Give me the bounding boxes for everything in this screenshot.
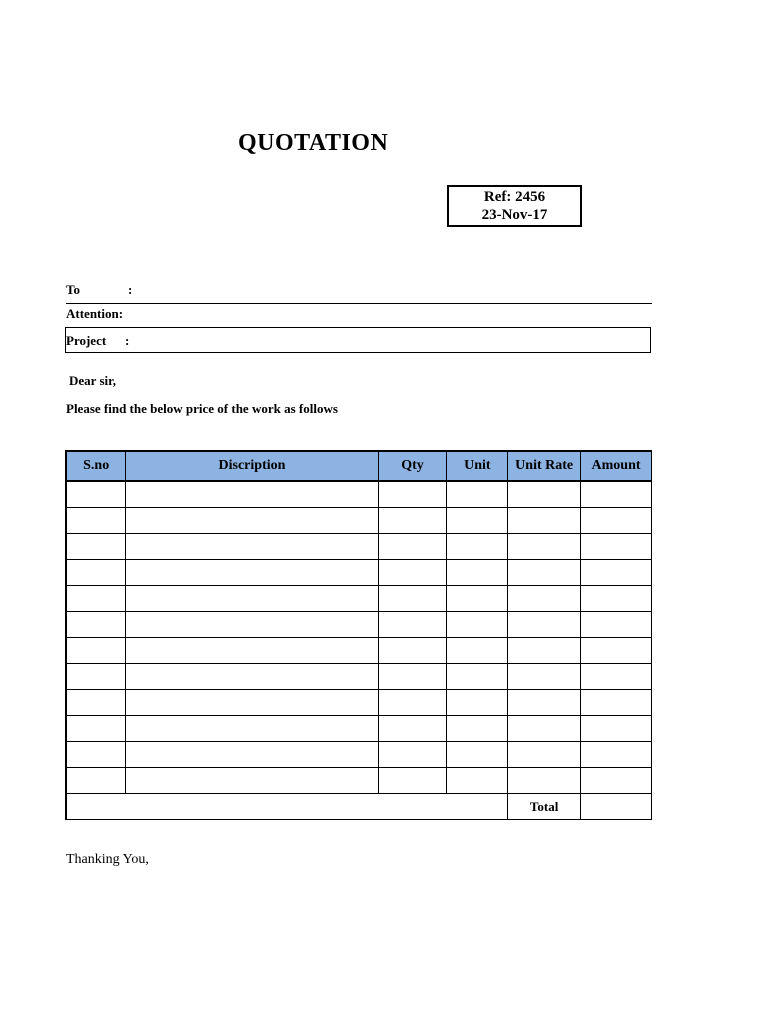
attention-label: Attention: [66, 306, 124, 321]
table-row [66, 690, 652, 716]
cell-amount[interactable] [581, 768, 652, 794]
total-row [66, 794, 652, 820]
cell-unit[interactable] [447, 586, 508, 612]
cell-amount[interactable] [581, 586, 652, 612]
cell-description[interactable] [126, 586, 378, 612]
cell-sno[interactable] [66, 716, 126, 742]
cell-amount[interactable] [581, 742, 652, 768]
quotation-table [65, 450, 652, 820]
cell-unit[interactable] [447, 638, 508, 664]
cell-description[interactable] [126, 534, 378, 560]
table-row [66, 716, 652, 742]
cell-unit[interactable] [447, 716, 508, 742]
cell-description[interactable] [126, 690, 378, 716]
project-field [65, 327, 651, 353]
cell-description[interactable] [126, 716, 378, 742]
cell-amount[interactable] [581, 612, 652, 638]
cell-unit[interactable] [447, 534, 508, 560]
cell-qty[interactable] [378, 481, 447, 508]
header-amount: Amount [581, 451, 652, 481]
cell-amount[interactable] [581, 716, 652, 742]
cell-unit-rate[interactable] [508, 586, 581, 612]
cell-unit-rate[interactable] [508, 638, 581, 664]
cell-unit[interactable] [447, 508, 508, 534]
table-row [66, 612, 652, 638]
cell-qty[interactable] [378, 638, 447, 664]
total-spacer [66, 794, 508, 820]
cell-amount[interactable] [581, 508, 652, 534]
cell-description[interactable] [126, 508, 378, 534]
cell-qty[interactable] [378, 742, 447, 768]
cell-sno[interactable] [66, 560, 126, 586]
cell-amount[interactable] [581, 690, 652, 716]
cell-unit-rate[interactable] [508, 534, 581, 560]
cell-sno[interactable] [66, 586, 126, 612]
closing-text: Thanking You, [66, 852, 149, 867]
cell-unit[interactable] [447, 664, 508, 690]
total-amount-cell[interactable] [581, 794, 652, 820]
cell-unit[interactable] [447, 690, 508, 716]
cell-sno[interactable] [66, 690, 126, 716]
cell-unit[interactable] [447, 560, 508, 586]
table-row [66, 664, 652, 690]
cell-unit-rate[interactable] [508, 716, 581, 742]
cell-description[interactable] [126, 560, 378, 586]
cell-qty[interactable] [378, 768, 447, 794]
cell-description[interactable] [126, 481, 378, 508]
cell-amount[interactable] [581, 534, 652, 560]
table-body [66, 481, 652, 794]
cell-unit-rate[interactable] [508, 742, 581, 768]
cell-qty[interactable] [378, 586, 447, 612]
cell-sno[interactable] [66, 508, 126, 534]
cell-unit[interactable] [447, 768, 508, 794]
cell-sno[interactable] [66, 612, 126, 638]
table-row [66, 560, 652, 586]
project-colon: : [125, 333, 130, 348]
cell-unit-rate[interactable] [508, 768, 581, 794]
cell-unit-rate[interactable] [508, 664, 581, 690]
cell-unit[interactable] [447, 481, 508, 508]
cell-qty[interactable] [378, 534, 447, 560]
intro-text: Please find the below price of the work as follows [66, 401, 338, 416]
project-label: Project [66, 333, 107, 348]
reference-number: Ref: 2456 [483, 189, 546, 205]
table-header-row [66, 451, 652, 481]
cell-sno[interactable] [66, 481, 126, 508]
header-unit-rate: Unit Rate [508, 451, 581, 481]
cell-description[interactable] [126, 742, 378, 768]
header-description: Discription [126, 451, 378, 481]
table-row [66, 534, 652, 560]
cell-description[interactable] [126, 768, 378, 794]
to-field [66, 282, 652, 304]
cell-amount[interactable] [581, 481, 652, 508]
cell-sno[interactable] [66, 742, 126, 768]
cell-unit-rate[interactable] [508, 560, 581, 586]
cell-qty[interactable] [378, 508, 447, 534]
cell-sno[interactable] [66, 534, 126, 560]
total-label: Total [508, 794, 581, 820]
table-row [66, 481, 652, 508]
table-row [66, 586, 652, 612]
reference-date: 23-Nov-17 [481, 207, 548, 223]
cell-qty[interactable] [378, 716, 447, 742]
to-colon: : [128, 282, 133, 297]
cell-unit-rate[interactable] [508, 481, 581, 508]
table-row [66, 742, 652, 768]
cell-description[interactable] [126, 612, 378, 638]
reference-box [447, 185, 582, 227]
cell-amount[interactable] [581, 638, 652, 664]
cell-unit-rate[interactable] [508, 690, 581, 716]
header-unit: Unit [447, 451, 508, 481]
cell-qty[interactable] [378, 612, 447, 638]
header-qty: Qty [378, 451, 447, 481]
cell-qty[interactable] [378, 690, 447, 716]
cell-sno[interactable] [66, 664, 126, 690]
cell-unit[interactable] [447, 612, 508, 638]
attention-field [66, 306, 652, 326]
greeting: Dear sir, [69, 373, 116, 388]
cell-description[interactable] [126, 664, 378, 690]
cell-amount[interactable] [581, 560, 652, 586]
cell-unit-rate[interactable] [508, 612, 581, 638]
cell-unit[interactable] [447, 742, 508, 768]
header-sno: S.no [66, 451, 126, 481]
cell-qty[interactable] [378, 664, 447, 690]
document-title: QUOTATION [238, 130, 389, 156]
to-label: To [66, 282, 80, 297]
cell-unit-rate[interactable] [508, 508, 581, 534]
cell-sno[interactable] [66, 638, 126, 664]
table-row [66, 638, 652, 664]
cell-description[interactable] [126, 638, 378, 664]
table-row [66, 508, 652, 534]
table-row [66, 768, 652, 794]
cell-amount[interactable] [581, 664, 652, 690]
cell-qty[interactable] [378, 560, 447, 586]
cell-sno[interactable] [66, 768, 126, 794]
